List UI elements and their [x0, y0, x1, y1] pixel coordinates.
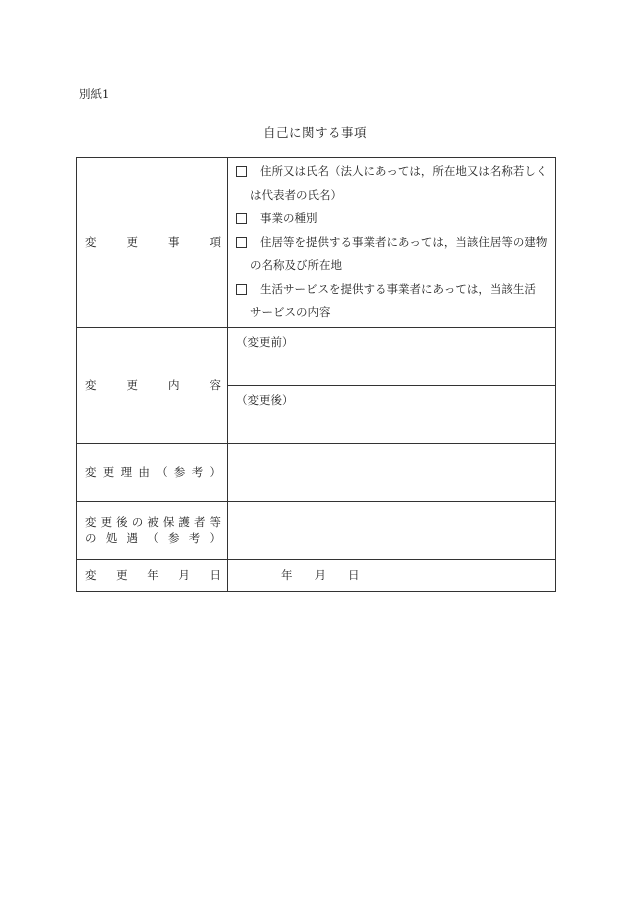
change-after-label: （変更後）: [236, 392, 294, 407]
label-char: 変: [85, 378, 97, 392]
change-before-field[interactable]: [228, 327, 556, 385]
checkbox-housing-building[interactable]: [236, 237, 247, 248]
change-item-row: [77, 158, 556, 328]
option-business-type[interactable]: 事業の種別: [236, 207, 551, 231]
treatment-field[interactable]: [228, 501, 556, 559]
year-unit: 年: [281, 568, 293, 582]
option-living-service[interactable]: 生活サービスを提供する事業者にあっては，当該生活: [236, 278, 551, 302]
change-date-label: 変 更 年 月 日: [77, 559, 228, 591]
change-item-label: [77, 158, 228, 328]
checkbox-living-service[interactable]: [236, 284, 247, 295]
change-date-field[interactable]: [228, 559, 556, 591]
month-unit: 月: [314, 568, 326, 582]
document-title: 自己に関する事項: [262, 125, 367, 140]
label-char: 容: [209, 378, 221, 392]
day-unit: 日: [348, 568, 360, 582]
label-char: 変: [85, 235, 97, 250]
change-before-label: （変更前）: [236, 334, 294, 349]
self-info-table: [76, 157, 556, 592]
checkbox-business-type[interactable]: [236, 213, 247, 224]
change-reason-field[interactable]: [228, 443, 556, 501]
change-reason-row: [77, 443, 556, 501]
change-content-label: [77, 327, 228, 443]
label-char: 内: [168, 378, 180, 392]
treatment-label: 変 更 後 の 被 保 護 者 等 の 処 遇 （ 参 考 ）: [77, 501, 228, 559]
change-after-field[interactable]: [228, 385, 556, 443]
change-reason-label: 変 更 理 由 （ 参 考 ）: [77, 443, 228, 501]
change-content-before-row: [77, 327, 556, 385]
label-char: 事: [168, 235, 180, 250]
treatment-row: [77, 501, 556, 559]
label-char: 更: [126, 235, 138, 250]
change-date-row: [77, 559, 556, 591]
appendix-label: 別紙1: [79, 87, 110, 101]
option-address-name[interactable]: 住所又は氏名（法人にあっては，所在地又は名称若しく: [236, 160, 551, 184]
change-item-options: 住所又は氏名（法人にあっては，所在地又は名称若しく は代表者の氏名） 事業の種別 住居等を提供する事業者にあっては，当該住居等の建物 の名称及び所在地 生活サービスを提供する事業者にあっては，当該生活 サービスの内容: [228, 158, 556, 328]
label-char: 更: [126, 378, 138, 392]
option-housing-building[interactable]: 住居等を提供する事業者にあっては，当該住居等の建物: [236, 231, 551, 255]
checkbox-address-name[interactable]: [236, 166, 247, 177]
label-char: 項: [209, 235, 221, 250]
